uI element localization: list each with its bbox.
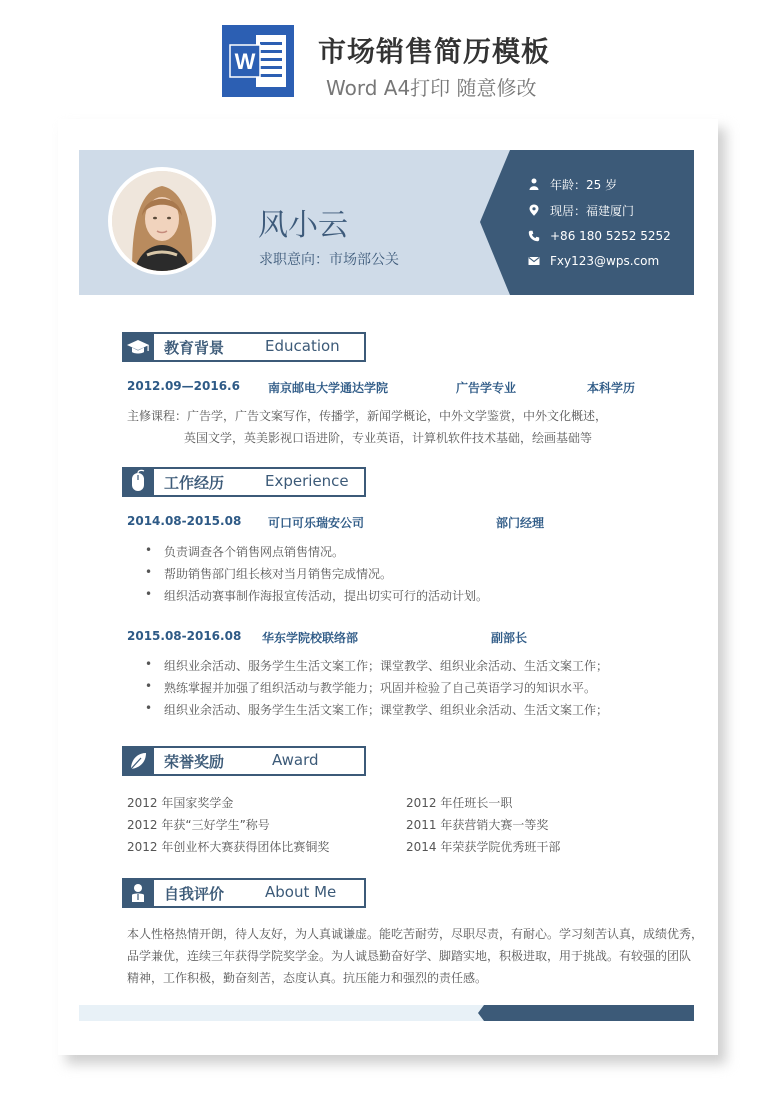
job-2-period: 2015.08-2016.08 <box>127 629 242 643</box>
job-2-company: 华东学院校联络部 <box>262 631 359 645</box>
info-age-text: 年龄：25 岁 <box>550 177 618 192</box>
job-1-role: 部门经理 <box>496 516 545 530</box>
award-item: 2012 年创业杯大赛获得团体比赛铜奖 <box>127 840 330 854</box>
job-intent: 求职意向：市场部公关 <box>259 252 399 268</box>
header-contact-panel <box>480 150 694 295</box>
candidate-name: 风小云 <box>258 208 348 243</box>
info-age <box>528 174 617 194</box>
section-header-education <box>122 332 365 361</box>
word-icon-letter: W <box>234 49 256 74</box>
self-evaluation-line: 精神，工作积极，勤奋刻苦，态度认真。抗压能力和强烈的责任感。 <box>127 971 488 985</box>
job-1-bullet: • 帮助销售部门组长核对当月销售完成情况。 <box>164 565 392 582</box>
self-title-cn: 自我评价 <box>164 885 225 903</box>
info-phone-text: +86 180 5252 5252 <box>550 229 671 243</box>
mail-icon <box>528 255 540 267</box>
avatar-photo <box>108 167 216 275</box>
self-evaluation-line: 品学兼优，连续三年获得学院奖学金。为人诚恳勤奋好学、脚踏实地，积极进取，用于挑战。有较强的团队 <box>127 949 692 963</box>
awards-title-cn: 荣誉奖励 <box>164 753 225 771</box>
job-2-role: 副部长 <box>491 631 528 645</box>
education-period: 2012.09—2016.6 <box>127 379 240 393</box>
job-2-bullet: • 熟练掌握并加强了组织活动与教学能力；巩固并检验了自己英语学习的知识水平。 <box>164 679 596 696</box>
work-title-cn: 工作经历 <box>164 474 225 492</box>
education-courses-line2: 英国文学，英美影视口语进阶，专业英语，计算机软件技术基础，绘画基础等 <box>184 431 593 445</box>
graduation-cap-icon <box>122 332 154 362</box>
education-school: 南京邮电大学通达学院 <box>268 381 389 395</box>
education-title-cn: 教育背景 <box>164 339 225 357</box>
award-item: 2011 年获营销大赛一等奖 <box>406 818 549 832</box>
education-major: 广告学专业 <box>456 381 517 395</box>
banner-title: 市场销售简历模板 <box>318 35 551 68</box>
mouse-icon <box>122 467 154 497</box>
leaf-icon <box>122 746 154 776</box>
person-icon <box>528 178 540 190</box>
job-1-bullet: • 负责调查各个销售网点销售情况。 <box>164 543 344 560</box>
self-title-en: About Me <box>265 883 337 901</box>
award-item: 2012 年国家奖学金 <box>127 796 234 810</box>
section-header-self <box>122 878 365 907</box>
job-1-company: 可口可乐瑞安公司 <box>268 516 365 530</box>
info-location-text: 现居：福建厦门 <box>550 203 635 218</box>
job-1-period: 2014.08-2015.08 <box>127 514 242 528</box>
award-item: 2014 年荣获学院优秀班干部 <box>406 840 561 854</box>
job-2-bullet: • 组织业余活动、服务学生生活文案工作；课堂教学、组织业余活动、生活文案工作； <box>164 657 608 674</box>
info-email <box>528 251 659 271</box>
section-header-awards <box>122 746 365 775</box>
education-title-en: Education <box>265 337 340 355</box>
work-title-en: Experience <box>265 472 349 490</box>
info-location <box>528 200 634 220</box>
info-email-text: Fxy123@wps.com <box>550 254 660 268</box>
education-degree: 本科学历 <box>587 381 636 395</box>
word-app-icon <box>222 25 294 97</box>
awards-title-en: Award <box>272 751 319 769</box>
award-item: 2012 年任班长一职 <box>406 796 513 810</box>
self-evaluation-line: 本人性格热情开朗，待人友好，为人真诚谦虚。能吃苦耐劳，尽职尽责，有耐心。学习刻苦认真，成绩优秀， <box>127 927 704 941</box>
award-item: 2012 年获“三好学生”称号 <box>127 818 270 832</box>
section-header-work <box>122 467 365 496</box>
education-courses-line1: 主修课程：广告学，广告文案写作，传播学，新闻学概论，中外文学鉴赏，中外文化概述， <box>127 409 608 423</box>
phone-icon <box>528 230 540 242</box>
footer-bar-dark <box>478 1005 694 1021</box>
job-1-bullet: • 组织活动赛事制作海报宣传活动，提出切实可行的活动计划。 <box>164 587 488 604</box>
person-badge-icon <box>122 878 154 908</box>
banner-subtitle: Word A4打印 随意修改 <box>326 76 537 100</box>
job-2-bullet: • 组织业余活动、服务学生生活文案工作；课堂教学、组织业余活动、生活文案工作； <box>164 701 608 718</box>
location-pin-icon <box>528 204 540 216</box>
footer-bar-light <box>79 1005 489 1021</box>
info-phone <box>528 226 671 246</box>
